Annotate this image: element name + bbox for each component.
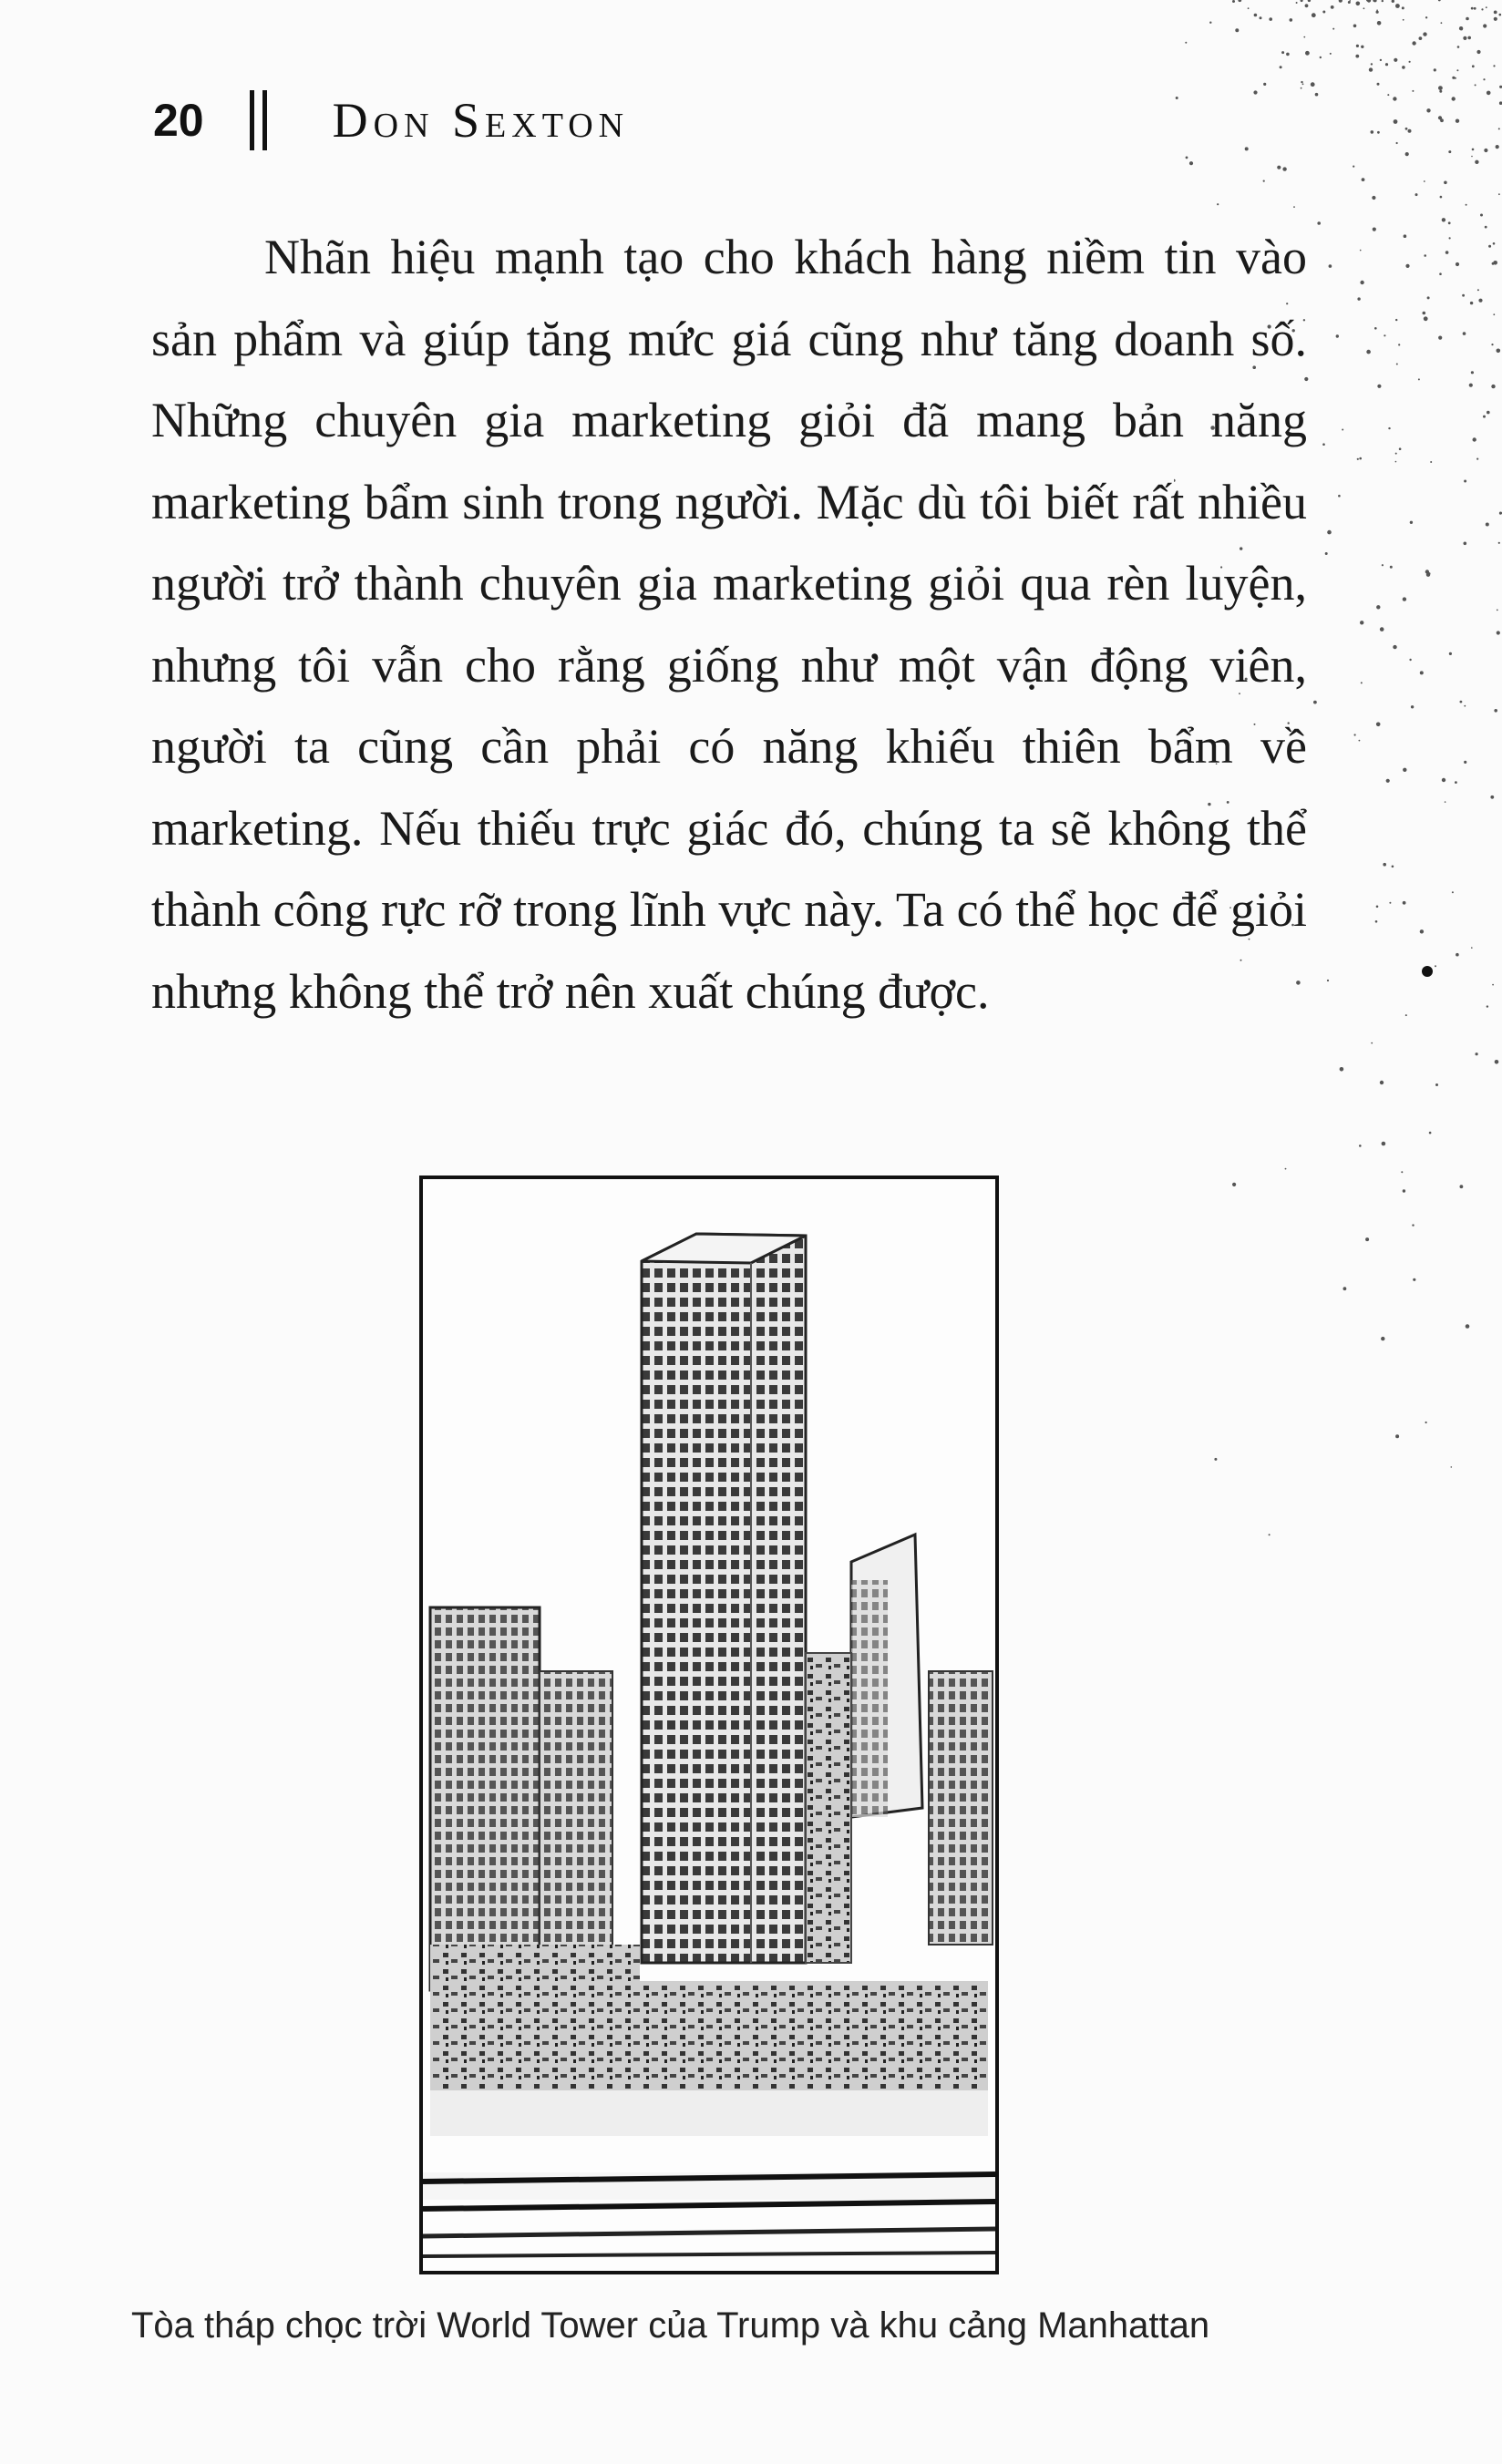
noise-dot bbox=[1390, 566, 1393, 569]
noise-dot bbox=[1362, 178, 1365, 181]
noise-dot bbox=[1435, 1083, 1438, 1086]
noise-dot bbox=[1361, 46, 1363, 48]
noise-dot bbox=[1353, 25, 1357, 28]
noise-dot bbox=[1412, 90, 1414, 92]
noise-dot bbox=[1395, 4, 1400, 8]
noise-dot bbox=[1475, 160, 1478, 164]
noise-dot bbox=[1359, 457, 1362, 460]
noise-dot bbox=[1232, 1183, 1236, 1186]
noise-dot bbox=[1312, 13, 1316, 17]
running-head-author: Don Sexton bbox=[332, 93, 630, 148]
noise-dot bbox=[1377, 385, 1381, 388]
noise-dot bbox=[1440, 196, 1443, 199]
noise-dot bbox=[1311, 82, 1315, 87]
noise-dot bbox=[1290, 18, 1293, 22]
noise-dot bbox=[1269, 17, 1272, 21]
noise-dot bbox=[1452, 97, 1456, 100]
noise-dot bbox=[1303, 36, 1305, 38]
noise-dot bbox=[1480, 214, 1483, 217]
body-paragraph: Nhãn hiệu mạnh tạo cho khách hàng niềm tin vào sản phẩm và giúp tăng mức giá cũng như tăng doanh số. Những chuyên gia marketing giỏi đã mang bản năng marketing bẩm sinh trong người. Mặc dù tôi biết rất nhiều người trở thành chuyên gia marketing giỏi qua rèn luyện, nhưng tôi vẫn cho rằng giống như một vận động viên, người ta cũng cần phải có năng khiếu thiên bẩm về marketing. Nếu thiếu trực giác đó, chúng ta sẽ không thể thành công rực rỡ trong lĩnh vực này. Ta có thể học để giỏi nhưng không thể trở nên xuất chúng được. bbox=[151, 230, 1307, 1019]
noise-dot bbox=[1377, 83, 1380, 86]
noise-dot bbox=[1360, 281, 1363, 284]
noise-dot bbox=[1496, 145, 1499, 149]
noise-dot bbox=[1409, 61, 1411, 63]
noise-dot bbox=[1471, 156, 1473, 158]
noise-dot bbox=[1263, 83, 1266, 86]
noise-dot bbox=[1373, 228, 1376, 231]
noise-dot bbox=[1425, 1422, 1427, 1423]
skyline-photo bbox=[419, 1176, 999, 2274]
noise-dot bbox=[1338, 495, 1341, 498]
noise-dot bbox=[1403, 1189, 1405, 1192]
noise-dot bbox=[1469, 384, 1473, 387]
noise-dot bbox=[1402, 6, 1404, 9]
noise-dot bbox=[1320, 56, 1322, 58]
noise-dot bbox=[1248, 7, 1250, 9]
noise-dot bbox=[1434, 68, 1436, 71]
noise-dot bbox=[1466, 1324, 1470, 1329]
header-divider bbox=[250, 90, 267, 150]
noise-dot bbox=[1388, 427, 1390, 429]
noise-dot bbox=[1452, 891, 1454, 893]
noise-dot bbox=[1497, 610, 1498, 611]
noise-dot bbox=[1420, 671, 1424, 674]
noise-dot bbox=[1374, 327, 1377, 330]
noise-dot bbox=[1342, 429, 1343, 431]
noise-dot bbox=[1473, 437, 1476, 441]
noise-dot bbox=[1354, 734, 1356, 735]
noise-dot bbox=[1286, 53, 1290, 56]
noise-dot bbox=[1315, 93, 1319, 97]
noise-dot bbox=[1466, 204, 1467, 206]
noise-dot bbox=[1460, 1185, 1464, 1188]
noise-dot bbox=[1405, 1014, 1407, 1016]
noise-dot bbox=[1494, 11, 1497, 15]
noise-dot bbox=[1412, 1224, 1414, 1226]
noise-dot bbox=[1423, 312, 1426, 315]
noise-dot bbox=[1441, 22, 1443, 24]
noise-dot bbox=[1322, 443, 1325, 446]
noise-dot bbox=[1487, 1005, 1488, 1007]
noise-dot bbox=[1488, 245, 1491, 248]
noise-dot bbox=[1497, 631, 1500, 634]
noise-dot bbox=[1405, 152, 1409, 156]
noise-dot bbox=[1293, 206, 1295, 208]
noise-dot bbox=[1393, 97, 1396, 100]
noise-dot bbox=[1476, 50, 1480, 54]
noise-dot bbox=[1339, 0, 1343, 3]
noise-dot bbox=[1491, 344, 1493, 345]
noise-dot bbox=[1420, 929, 1424, 933]
noise-dot bbox=[1456, 69, 1458, 71]
noise-dot bbox=[1456, 119, 1459, 123]
noise-dot bbox=[1383, 863, 1386, 867]
noise-dot bbox=[1403, 19, 1404, 21]
noise-dot bbox=[1452, 77, 1455, 79]
page-header bbox=[153, 84, 629, 157]
noise-dot bbox=[1497, 349, 1501, 354]
noise-dot bbox=[1356, 2, 1361, 6]
noise-dot bbox=[1456, 953, 1459, 957]
noise-dot bbox=[1329, 264, 1332, 268]
noise-dot bbox=[1490, 796, 1494, 799]
noise-dot bbox=[1476, 1052, 1478, 1055]
noise-dot bbox=[1392, 866, 1394, 868]
noise-dot bbox=[1487, 411, 1490, 415]
noise-dot bbox=[1394, 58, 1397, 62]
noise-dot bbox=[1464, 480, 1466, 483]
noise-dot bbox=[1423, 32, 1426, 36]
noise-dot bbox=[1491, 385, 1495, 388]
noise-dot bbox=[1498, 542, 1500, 544]
noise-dot bbox=[1426, 573, 1430, 577]
noise-dot bbox=[1464, 542, 1467, 546]
noise-dot bbox=[1356, 45, 1359, 47]
noise-dot bbox=[1176, 97, 1178, 99]
noise-dot bbox=[1426, 108, 1430, 112]
noise-dot bbox=[1302, 83, 1304, 85]
noise-dot bbox=[1435, 965, 1436, 967]
noise-dot bbox=[1499, 14, 1502, 16]
noise-dot bbox=[1377, 131, 1380, 134]
noise-dot bbox=[1353, 166, 1354, 168]
noise-dot bbox=[1457, 46, 1460, 48]
noise-dot bbox=[1372, 196, 1375, 200]
noise-dot bbox=[1245, 147, 1249, 150]
noise-dot bbox=[1214, 1458, 1217, 1461]
noise-dot bbox=[1493, 65, 1495, 67]
noise-dot bbox=[1483, 24, 1487, 27]
noise-dot bbox=[1425, 16, 1427, 18]
noise-dot bbox=[1396, 142, 1398, 144]
noise-dot bbox=[1460, 701, 1463, 703]
noise-dot bbox=[1282, 167, 1286, 170]
noise-dot bbox=[1439, 272, 1442, 275]
noise-dot bbox=[1409, 659, 1411, 661]
noise-dot bbox=[1483, 78, 1485, 80]
noise-dot bbox=[1185, 42, 1187, 44]
noise-dot bbox=[1395, 1434, 1399, 1438]
noise-dot bbox=[1475, 84, 1476, 86]
noise-dot bbox=[1366, 350, 1371, 354]
noise-dot bbox=[1403, 597, 1406, 601]
noise-dot bbox=[1301, 87, 1302, 89]
noise-dot bbox=[1382, 1142, 1386, 1146]
noise-dot bbox=[1325, 552, 1328, 555]
noise-dot bbox=[1445, 251, 1449, 254]
noise-dot bbox=[1395, 319, 1397, 321]
noise-dot bbox=[1377, 21, 1382, 26]
noise-dot bbox=[1389, 902, 1391, 904]
noise-dot bbox=[1317, 221, 1321, 225]
noise-dot bbox=[1472, 65, 1475, 67]
noise-dot bbox=[1280, 66, 1282, 68]
noise-dot bbox=[1296, 2, 1298, 4]
noise-dot bbox=[1448, 221, 1451, 224]
noise-dot bbox=[1281, 51, 1284, 54]
noise-dot bbox=[1395, 461, 1397, 463]
noise-dot bbox=[1486, 6, 1487, 8]
noise-dot bbox=[1305, 51, 1310, 56]
noise-dot bbox=[1464, 705, 1466, 707]
noise-dot bbox=[1385, 63, 1388, 66]
noise-dot bbox=[1474, 7, 1476, 10]
figure-caption: Tòa tháp chọc trời World Tower của Trump và khu cảng Manhattan bbox=[131, 2305, 1210, 2346]
noise-dot bbox=[1392, 0, 1394, 3]
noise-dot bbox=[1494, 709, 1497, 713]
noise-dot bbox=[1442, 218, 1445, 221]
noise-dot bbox=[1411, 705, 1414, 708]
noise-dot bbox=[1209, 22, 1211, 24]
noise-dot bbox=[1371, 1042, 1373, 1044]
page-number: 20 bbox=[153, 95, 204, 146]
noise-dot bbox=[1492, 984, 1494, 986]
noise-dot bbox=[1360, 621, 1363, 624]
noise-dot bbox=[1418, 378, 1420, 380]
noise-dot bbox=[1371, 63, 1373, 65]
noise-dot bbox=[1253, 90, 1257, 94]
noise-dot bbox=[1471, 7, 1474, 10]
noise-dot bbox=[1459, 26, 1463, 30]
noise-dot bbox=[1456, 262, 1459, 266]
noise-dot bbox=[1493, 242, 1496, 245]
noise-dot bbox=[1451, 1466, 1453, 1468]
noise-dot bbox=[1386, 779, 1390, 783]
noise-dot bbox=[1412, 41, 1415, 45]
noise-dot bbox=[1376, 723, 1381, 727]
noise-dot bbox=[1393, 645, 1396, 649]
noise-dot bbox=[1382, 0, 1384, 2]
noise-dot bbox=[1305, 4, 1309, 7]
noise-dot bbox=[1463, 332, 1466, 335]
noise-dot bbox=[1462, 294, 1465, 297]
noise-dot bbox=[1381, 1337, 1384, 1340]
noise-dot bbox=[1424, 180, 1425, 182]
noise-dot bbox=[1471, 371, 1474, 374]
noise-dot bbox=[1254, 14, 1258, 17]
noise-dot bbox=[1217, 203, 1219, 205]
noise-dot bbox=[1186, 157, 1188, 159]
noise-dot bbox=[1463, 36, 1466, 40]
noise-dot bbox=[1394, 119, 1398, 124]
noise-dot bbox=[1363, 7, 1365, 9]
noise-dot bbox=[1405, 264, 1409, 268]
noise-dot bbox=[1365, 1237, 1369, 1241]
noise-dot bbox=[1430, 461, 1432, 463]
noise-dot bbox=[1396, 364, 1398, 365]
noise-dot bbox=[1438, 336, 1442, 340]
noise-dot bbox=[1395, 453, 1397, 455]
noise-dot bbox=[1376, 605, 1380, 609]
noise-dot bbox=[1438, 116, 1442, 119]
noise-dot bbox=[1471, 947, 1473, 949]
scan-speck bbox=[1422, 966, 1433, 977]
noise-dot bbox=[1401, 1171, 1403, 1173]
noise-dot bbox=[1429, 1132, 1432, 1134]
noise-dot bbox=[1232, 0, 1235, 3]
noise-dot bbox=[1376, 11, 1379, 14]
noise-dot bbox=[1327, 530, 1332, 535]
noise-dot bbox=[1403, 768, 1406, 772]
noise-dot bbox=[1332, 28, 1334, 30]
noise-dot bbox=[1322, 11, 1325, 14]
noise-dot bbox=[1343, 1287, 1347, 1290]
noise-dot bbox=[1427, 296, 1430, 299]
noise-dot bbox=[1375, 920, 1378, 923]
noise-dot bbox=[1384, 334, 1385, 336]
skyline-illustration bbox=[423, 1179, 995, 2271]
noise-dot bbox=[1438, 0, 1441, 1]
noise-dot bbox=[1355, 55, 1359, 58]
noise-dot bbox=[1380, 1081, 1384, 1084]
noise-dot bbox=[1404, 234, 1407, 238]
noise-dot bbox=[1483, 416, 1486, 418]
noise-dot bbox=[1359, 1145, 1362, 1147]
noise-dot bbox=[1472, 149, 1475, 151]
noise-dot bbox=[1382, 564, 1384, 566]
noise-dot bbox=[1263, 180, 1265, 182]
noise-dot bbox=[1477, 289, 1479, 291]
noise-dot bbox=[1331, 5, 1334, 9]
noise-dot bbox=[1360, 250, 1362, 252]
noise-dot bbox=[1439, 90, 1442, 93]
noise-dot bbox=[1357, 297, 1360, 300]
main-tower bbox=[642, 1234, 806, 1963]
noise-dot bbox=[1481, 8, 1483, 10]
noise-dot bbox=[1361, 682, 1363, 683]
noise-dot bbox=[1486, 523, 1489, 527]
noise-dot bbox=[1260, 16, 1262, 19]
noise-dot bbox=[1485, 226, 1487, 229]
noise-dot bbox=[1492, 262, 1495, 265]
noise-dot bbox=[1455, 781, 1457, 784]
noise-dot bbox=[1408, 129, 1412, 133]
noise-dot bbox=[1380, 59, 1382, 61]
noise-dot bbox=[1376, 906, 1379, 909]
noise-dot bbox=[1466, 17, 1469, 21]
noise-dot bbox=[1448, 150, 1451, 153]
noise-dot bbox=[1285, 1168, 1287, 1170]
noise-dot bbox=[1438, 86, 1443, 90]
noise-dot bbox=[1498, 128, 1500, 129]
noise-dot bbox=[1403, 901, 1406, 905]
noise-dot bbox=[1484, 149, 1487, 152]
noise-dot bbox=[1464, 761, 1466, 764]
noise-dot bbox=[1369, 67, 1373, 71]
noise-dot bbox=[1467, 36, 1471, 40]
noise-dot bbox=[1277, 166, 1281, 169]
noise-dot bbox=[1348, 1, 1351, 4]
noise-dot bbox=[1476, 458, 1478, 460]
noise-dot bbox=[1398, 344, 1400, 345]
noise-dot bbox=[1189, 161, 1193, 165]
noise-dot bbox=[1424, 254, 1426, 257]
noise-dot bbox=[1327, 980, 1329, 981]
noise-dot bbox=[1424, 316, 1428, 321]
noise-dot bbox=[1405, 128, 1408, 130]
noise-dot bbox=[1301, 81, 1302, 83]
noise-dot bbox=[1399, 447, 1402, 450]
noise-dot bbox=[1330, 53, 1332, 55]
noise-dot bbox=[1357, 458, 1359, 460]
noise-dot bbox=[1419, 36, 1423, 40]
noise-dot bbox=[1478, 299, 1482, 303]
noise-dot bbox=[1269, 1534, 1271, 1535]
noise-dot bbox=[1470, 302, 1473, 304]
noise-dot bbox=[1495, 1060, 1499, 1064]
noise-dot bbox=[1340, 1067, 1344, 1072]
noise-dot bbox=[1498, 193, 1500, 195]
noise-dot bbox=[1308, 0, 1311, 2]
noise-dot bbox=[1238, 0, 1241, 2]
noise-dot bbox=[1313, 701, 1317, 704]
noise-dot bbox=[1402, 66, 1405, 69]
noise-dot bbox=[1493, 313, 1495, 315]
noise-dot bbox=[1359, 740, 1361, 742]
noise-dot bbox=[1301, 0, 1303, 2]
noise-dot bbox=[1487, 91, 1491, 96]
noise-dot bbox=[1410, 521, 1413, 524]
noise-dot bbox=[1449, 237, 1451, 239]
noise-dot bbox=[1235, 28, 1239, 32]
noise-dot bbox=[1387, 94, 1389, 96]
noise-dot bbox=[1449, 652, 1452, 655]
noise-dot bbox=[1376, 9, 1378, 11]
noise-dot bbox=[1413, 1278, 1415, 1281]
noise-dot bbox=[1442, 778, 1445, 782]
noise-dot bbox=[1445, 801, 1446, 803]
left-building bbox=[430, 1607, 540, 1990]
noise-dot bbox=[1444, 181, 1447, 185]
noise-dot bbox=[1336, 334, 1339, 337]
noise-dot bbox=[1380, 627, 1384, 631]
noise-dot bbox=[1371, 130, 1374, 134]
noise-dot bbox=[1415, 193, 1418, 196]
noise-dot bbox=[1494, 17, 1497, 21]
